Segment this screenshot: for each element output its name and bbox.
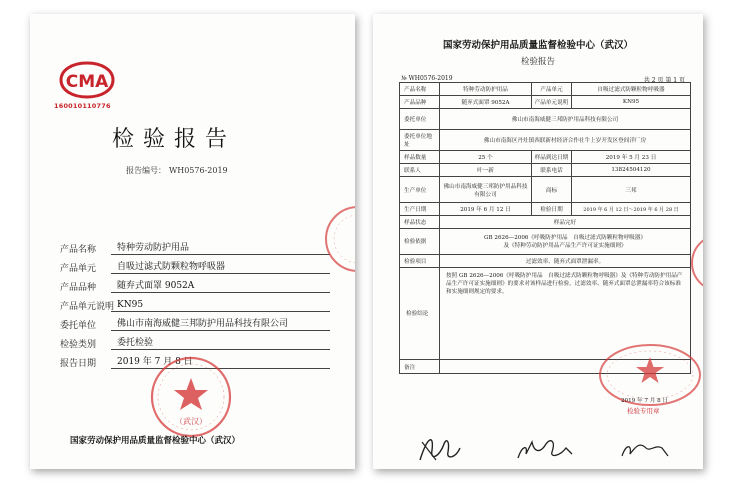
cell-value: 2019 年 5 月 23 日	[572, 151, 691, 164]
field-value: 特种劳动防护用品	[111, 240, 330, 255]
field-value: 随弃式面罩 9052A	[111, 278, 330, 293]
cell-label: 样品到达日期	[532, 151, 572, 164]
field-value: 委托检验	[111, 335, 330, 350]
table-row	[400, 216, 691, 229]
page-counter: 共 2 页 第 1 页	[643, 77, 685, 84]
cell-label: 联系人	[400, 164, 440, 177]
report-number-label: 报告编号：	[126, 166, 166, 175]
table-row	[400, 255, 691, 268]
cell-value: 25 个	[440, 151, 532, 164]
official-seal-stamp	[148, 354, 234, 440]
table-row	[400, 177, 691, 203]
inspection-table	[399, 82, 691, 374]
cell-value: 样品完好	[440, 216, 691, 229]
field-label: 委托单位	[60, 321, 97, 331]
table-row	[400, 130, 691, 151]
field-label: 检验类别	[60, 340, 97, 350]
cell-label: 产品名称	[400, 83, 440, 96]
seal-label: 检验专用章	[627, 407, 660, 415]
table-row	[400, 151, 691, 164]
cell-value: 13824504120	[572, 164, 691, 177]
cell-value: 自吸过滤式防颗粒物呼吸器	[572, 83, 691, 96]
table-row	[400, 109, 691, 130]
cover-fields	[60, 236, 330, 369]
field-value: 2019 年 7 月 8 日	[111, 354, 330, 369]
table-row	[400, 96, 691, 109]
cell-value: 过滤效率、随弃式面罩泄漏率。	[440, 255, 691, 268]
cell-label: 联系电话	[532, 164, 572, 177]
field-label: 报告日期	[60, 359, 97, 369]
field-row	[60, 236, 330, 255]
cell-value	[440, 229, 691, 255]
report-number: № WH0576-2019	[401, 75, 453, 82]
field-value: KN95	[111, 300, 330, 312]
cell-value: KN95	[572, 96, 691, 109]
table-row	[400, 164, 691, 177]
field-row	[60, 331, 330, 350]
cell-label: 样品数量	[400, 151, 440, 164]
table-row	[400, 229, 691, 255]
cell-label: 产品单元	[532, 83, 572, 96]
cell-label: 产品单元说明	[532, 96, 572, 109]
cell-value: 佛山市南海区丹灶镇西联新村经济合作社牛上岁开发区登间洋厂房	[440, 130, 691, 151]
cell-label: 备注	[400, 360, 440, 374]
report-detail-page	[373, 14, 703, 469]
cell-label: 委托单位	[400, 109, 440, 130]
cover-footer-org: 国家劳动保护用品质量监督检验中心（武汉）	[70, 436, 241, 446]
cell-label: 检验日期	[532, 203, 572, 216]
cell-value: 佛山市南海威健三邦防护用品科技有限公司	[440, 177, 532, 203]
cover-title: 检验报告	[112, 127, 237, 152]
cover-report-number	[126, 165, 228, 176]
cma-code: 160010110776	[54, 102, 111, 110]
seal-edge-stamp	[688, 228, 703, 298]
handwritten-signatures	[400, 430, 700, 470]
cma-logo-text: CMA	[65, 72, 109, 92]
cell-label: 检验结论	[400, 268, 440, 360]
field-label: 产品单元说明	[60, 302, 115, 312]
conclusion-text: 按照 GB 2626—2006《呼吸防护用品 自吸过滤式防颗粒物呼吸器》及《特种劳动防护用品产品生产许可证实施细则》的要求对该样品进行检验，过滤效率、随弃式面罩总泄漏率符合该标准和实施细则规定的要求。	[440, 268, 691, 360]
field-label: 产品单元	[60, 264, 97, 274]
seal-edge-stamp	[313, 204, 355, 274]
field-value: 自吸过滤式防颗粒物呼吸器	[111, 259, 330, 274]
field-value: 佛山市南海威健三邦防护用品科技有限公司	[111, 316, 330, 331]
cell-value: 三邦	[572, 177, 691, 203]
cell-label: 生产日期	[400, 203, 440, 216]
basis-line: GB 2626—2006《呼吸防护用品 自吸过滤式防颗粒物呼吸器》	[484, 234, 646, 241]
seal-center-text: （武汉）	[175, 417, 207, 426]
report-sign-date: 2019 年 7 月 8 日	[621, 398, 669, 404]
cell-value: 佛山市南海威健三邦防护用品科技有限公司	[440, 109, 691, 130]
cell-value: 随弃式面罩 9052A	[440, 96, 532, 109]
basis-line: 及《特种劳动防护用品产品生产许可证实施细则》	[503, 242, 627, 249]
field-label: 产品品种	[60, 283, 97, 293]
report-number-value: WH0576-2019	[169, 166, 228, 175]
field-row	[60, 255, 330, 274]
cell-label: 生产单位	[400, 177, 440, 203]
cell-label: 委托单位地址	[400, 130, 440, 151]
report-org-name: 国家劳动保护用品质量监督检验中心（武汉）	[442, 40, 633, 51]
cell-label: 产品品种	[400, 96, 440, 109]
cell-label: 商标	[532, 177, 572, 203]
field-row	[60, 293, 330, 312]
field-row	[60, 274, 330, 293]
cell-label: 样品状态	[400, 216, 440, 229]
cell-value: 特种劳动防护用品	[440, 83, 532, 96]
report-page-title: 检验报告	[520, 57, 555, 67]
table-row	[400, 83, 691, 96]
cell-label: 检验依据	[400, 229, 440, 255]
field-label: 产品名称	[60, 245, 97, 255]
cell-value: 叶一新	[440, 164, 532, 177]
cell-value: 2019 年 6 月 12 日～2019 年 6 月 28 日	[572, 203, 691, 216]
report-cover-page	[30, 14, 355, 469]
field-row	[60, 312, 330, 331]
cell-label: 检验项目	[400, 255, 440, 268]
cell-value: 2019 年 6 月 12 日	[440, 203, 532, 216]
table-row	[400, 203, 691, 216]
cma-logo	[58, 60, 116, 100]
